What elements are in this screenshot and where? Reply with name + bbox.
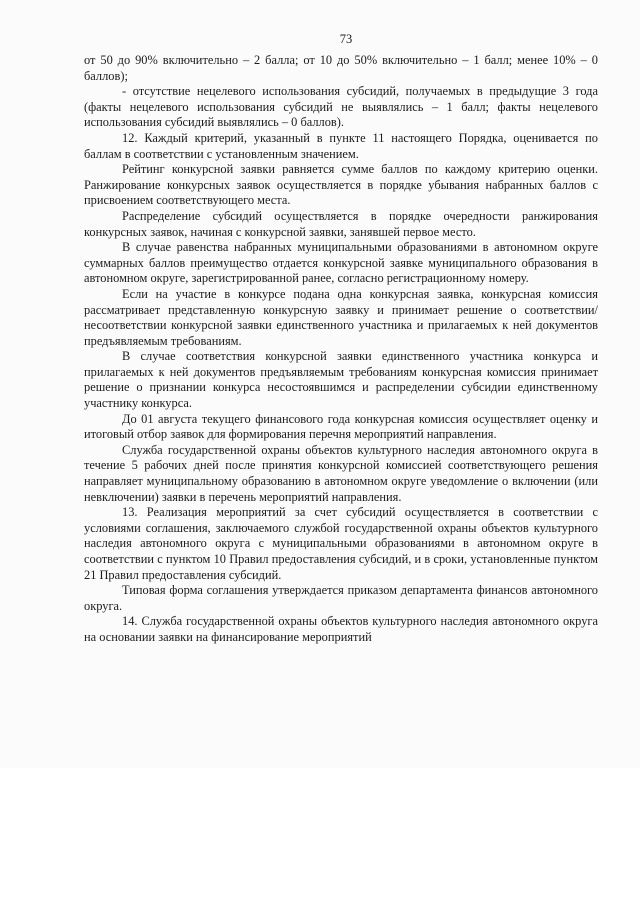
paragraph: Рейтинг конкурсной заявки равняется сумме баллов по каждому критерию оценки. Ранжирование конкурсных заявок осуществляется в порядке убывания набранных баллов с присвоением соответствующего места. xyxy=(84,162,598,208)
paragraph: 13. Реализация мероприятий за счет субсидий осуществляется в соответствии с условиями соглашения, заключаемого службой государственной охраны объектов культурного наследия автономного округа с муниципальными образованиями в автономном округе в соответствии с пунктом 10 Правил предоставления субсидий, и в сроки, установленные пунктом 21 Правил предоставления субсидий. xyxy=(84,505,598,582)
paragraph: от 50 до 90% включительно – 2 балла; от 10 до 50% включительно – 1 балл; менее 10% – 0 баллов); xyxy=(84,53,598,83)
paragraph: - отсутствие нецелевого использования субсидий, получаемых в предыдущие 3 года (факты нецелевого использования субсидий не выявлялись – 1 балл; факты нецелевого использования субсидий выявлялись – 0 баллов). xyxy=(84,84,598,130)
paragraph: Если на участие в конкурсе подана одна конкурсная заявка, конкурсная комиссия рассматривает представленную конкурсную заявку и принимает решение о соответствии/несоответствии конкурсной заявки единственного участника и прилагаемых к ней документов предъявляемым требованиям. xyxy=(84,286,598,348)
paragraph: 14. Служба государственной охраны объектов культурного наследия автономного округа на основании заявки на финансирование мероприятий xyxy=(84,614,598,644)
blank-area xyxy=(0,768,640,905)
page-number: 73 xyxy=(339,32,353,46)
paragraph: Распределение субсидий осуществляется в порядке очередности ранжирования конкурсных заявок, начиная с конкурсной заявки, занявшей первое место. xyxy=(84,208,598,239)
paragraph: Типовая форма соглашения утверждается приказом департамента финансов автономного округа. xyxy=(84,583,598,613)
document-body xyxy=(84,53,598,646)
paragraph: До 01 августа текущего финансового года конкурсная комиссия осуществляет оценку и итоговый отбор заявок для формирования перечня мероприятий направления. xyxy=(84,411,598,442)
paragraph: В случае равенства набранных муниципальными образованиями в автономном округе суммарных баллов преимущество отдается конкурсной заявке муниципального образования в автономном округе, зарегистрированной ранее, согласно регистрационному номеру. xyxy=(84,240,598,286)
paragraph: В случае соответствия конкурсной заявки единственного участника конкурса и прилагаемых к ней документов предъявляемым требованиям конкурсная комиссия принимает решение о признании конкурса несостоявшимся и распределении субсидии единственному участнику конкурса. xyxy=(84,349,598,411)
paragraph: 12. Каждый критерий, указанный в пункте 11 настоящего Порядка, оценивается по баллам в соответствии с установленным значением. xyxy=(84,130,598,161)
paragraph: Служба государственной охраны объектов культурного наследия автономного округа в течение 5 рабочих дней после принятия конкурсной комиссией соответствующего решения направляет муниципальному образованию в автономном округе уведомление о включении (или невключении) заявки в перечень мероприятий направления. xyxy=(84,442,598,504)
